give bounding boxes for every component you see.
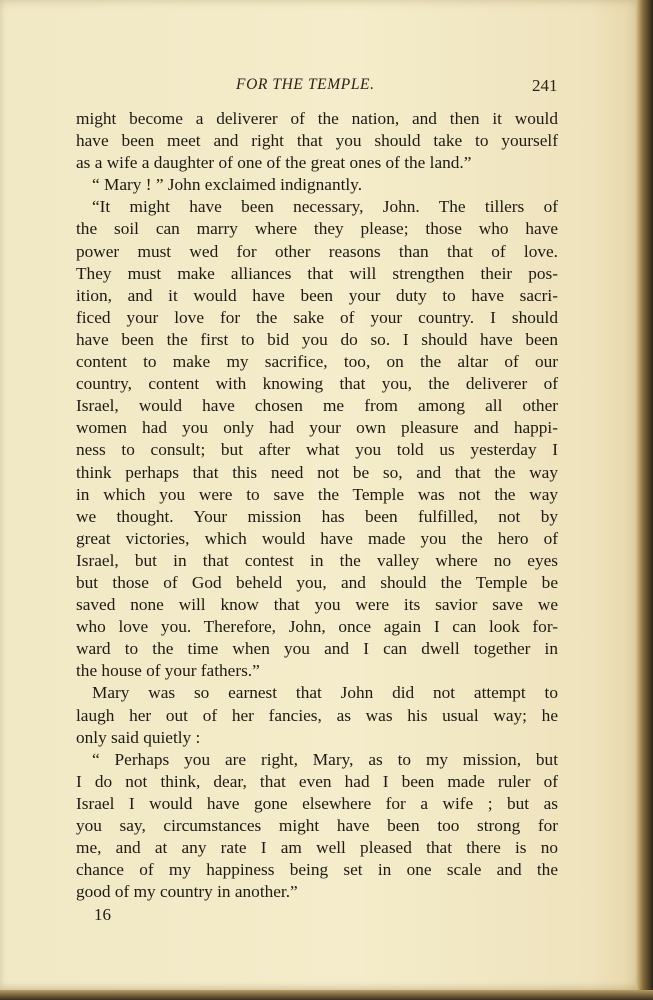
text-line: as a wife a daughter of one of the great ones of the land.” bbox=[76, 153, 472, 173]
text-line: “ Perhaps you are right, Mary, as to my mission, but bbox=[92, 749, 558, 769]
text-line: the house of your fathers.” bbox=[76, 661, 260, 681]
text-line: Mary was so earnest that John did not attempt to bbox=[92, 683, 558, 703]
text-line: ness to consult; but after what you told us yesterday I bbox=[76, 440, 558, 460]
page-edge-shadow bbox=[636, 0, 653, 1000]
text-line: only said quietly : bbox=[76, 727, 201, 747]
text-line: me, and at any rate I am well pleased that there is no bbox=[76, 838, 558, 858]
text-line: but those of God beheld you, and should the Temple be bbox=[76, 572, 558, 592]
text-line: women had you only had your own pleasure and happi- bbox=[76, 418, 558, 438]
text-line: we thought. Your mission has been fulfilled, not by bbox=[76, 506, 558, 526]
text-line: ition, and it would have been your duty to have sacri- bbox=[76, 285, 558, 305]
text-line: chance of my happiness being set in one scale and the bbox=[76, 860, 558, 880]
text-line: in which you were to save the Temple was not the way bbox=[76, 484, 558, 504]
text-line: They must make alliances that will strengthen their pos- bbox=[76, 263, 558, 283]
text-line: the soil can marry where they please; those who have bbox=[76, 219, 558, 239]
text-line: Israel, would have chosen me from among all other bbox=[76, 396, 558, 416]
text-line: have been meet and right that you should take to yourself bbox=[76, 131, 558, 151]
text-line: you say, circumstances might have been too strong for bbox=[76, 816, 558, 835]
body-text bbox=[76, 108, 558, 903]
text-line: great victories, which would have made you the hero of bbox=[76, 528, 558, 548]
text-line: content to make my sacrifice, too, on the altar of our bbox=[76, 352, 558, 372]
page-bottom-shadow bbox=[0, 990, 653, 1000]
text-line: think perhaps that this need not be so, and that the way bbox=[76, 462, 558, 482]
text-line: Israel I would have gone elsewhere for a wife ; but as bbox=[76, 793, 558, 813]
text-line: have been the first to bid you do so. I should have been bbox=[76, 329, 558, 349]
text-line: good of my country in another.” bbox=[76, 882, 298, 902]
running-title: FOR THE TEMPLE. bbox=[236, 76, 375, 93]
text-line: who love you. Therefore, John, once again I can look for- bbox=[76, 617, 558, 637]
running-head bbox=[0, 76, 642, 102]
text-line: Israel, but in that contest in the valley where no eyes bbox=[76, 550, 558, 570]
text-line: ward to the time when you and I can dwell together in bbox=[76, 639, 558, 659]
page-number: 241 bbox=[532, 76, 558, 95]
text-line: I do not think, dear, that even had I been made ruler of bbox=[76, 771, 558, 791]
text-line: saved none will know that you were its savior save we bbox=[76, 595, 558, 615]
text-line: power must wed for other reasons than that of love. bbox=[76, 241, 558, 261]
text-line: “It might have been necessary, John. The tillers of bbox=[92, 197, 558, 217]
text-line: “ Mary ! ” John exclaimed indignantly. bbox=[92, 175, 363, 195]
text-line: laugh her out of her fancies, as was his usual way; he bbox=[76, 705, 558, 725]
text-line: country, content with knowing that you, the deliverer of bbox=[76, 374, 558, 394]
text-line: might become a deliverer of the nation, and then it would bbox=[76, 109, 558, 128]
signature-mark: 16 bbox=[94, 905, 111, 924]
text-line: ficed your love for the sake of your country. I should bbox=[76, 307, 558, 327]
